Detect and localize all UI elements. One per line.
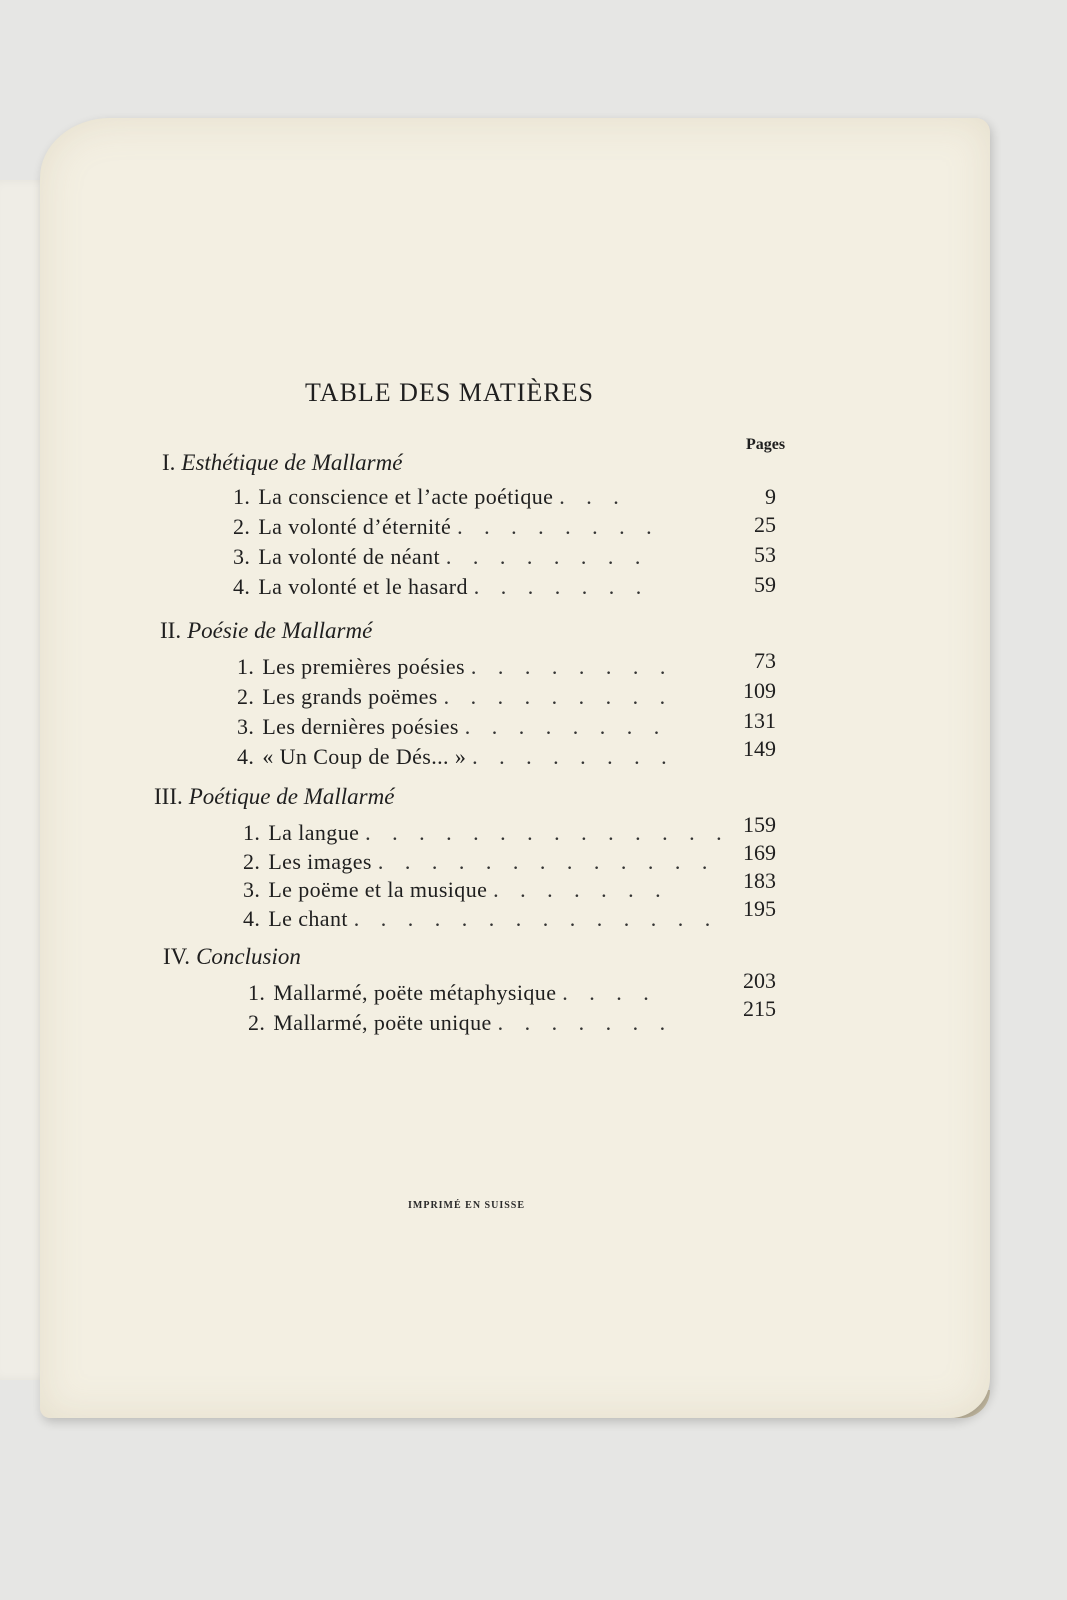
section-title: Poésie de Mallarmé	[187, 618, 373, 643]
entry-number: 4.	[237, 744, 255, 769]
entry-page-number: 109	[743, 678, 776, 703]
leader-dots: . . . . . . . . . . . . . .	[353, 906, 719, 931]
entry-number: 2.	[233, 514, 251, 539]
entry-page-number: 159	[743, 812, 776, 837]
toc-entry[interactable]	[243, 849, 715, 875]
entry-page-number: 25	[754, 512, 776, 537]
section-numeral: I.	[162, 450, 176, 475]
entry-title: Les dernières poésies	[262, 714, 459, 739]
leader-dots: . . . . . . . .	[457, 514, 660, 539]
toc-entry[interactable]	[243, 820, 730, 846]
section-heading-3	[154, 784, 394, 810]
entry-number: 4.	[243, 906, 261, 931]
toc-entry[interactable]	[243, 877, 669, 903]
entry-number: 2.	[237, 684, 255, 709]
toc-entry[interactable]	[233, 544, 648, 570]
section-numeral: IV.	[163, 944, 191, 969]
pages-column-label: Pages	[746, 436, 786, 453]
entry-page-number: 183	[743, 868, 776, 893]
entry-page-number: 149	[743, 736, 776, 761]
entry-title: Mallarmé, poëte unique	[273, 1010, 492, 1035]
entry-page-number: 73	[754, 648, 776, 673]
leader-dots: . . . . . . . . .	[443, 684, 674, 709]
toc-entry[interactable]	[233, 484, 627, 510]
entry-page-number: 53	[754, 542, 776, 567]
entry-number: 3.	[233, 544, 251, 569]
toc-entry[interactable]	[243, 906, 718, 932]
toc-entry[interactable]	[237, 684, 673, 710]
entry-title: Les grands poëmes	[262, 684, 438, 709]
toc-entry[interactable]	[233, 574, 649, 600]
entry-number: 4.	[233, 574, 251, 599]
entry-title: Mallarmé, poëte métaphysique	[273, 980, 557, 1005]
entry-number: 2.	[248, 1010, 266, 1035]
entry-page-number: 169	[743, 840, 776, 865]
leader-dots: . . . . . . . .	[470, 654, 674, 679]
toc-entry[interactable]	[237, 654, 673, 680]
entry-page-number: 215	[743, 996, 776, 1021]
entry-number: 2.	[243, 849, 261, 874]
section-title: Conclusion	[196, 944, 301, 969]
entry-title: La volonté d’éternité	[258, 514, 452, 539]
toc-entry[interactable]	[237, 744, 675, 770]
leader-dots: . . . . . . . .	[472, 744, 675, 769]
toc-entry[interactable]	[248, 980, 657, 1006]
toc-entry[interactable]	[248, 1010, 673, 1036]
leader-dots: . . . . . . . .	[464, 714, 668, 739]
entry-title: Le poëme et la musique	[268, 877, 488, 902]
printer-imprint: IMPRIMÉ EN SUISSE	[408, 1200, 526, 1211]
entry-number: 1.	[237, 654, 255, 679]
entry-page-number: 195	[743, 896, 776, 921]
section-title: Poétique de Mallarmé	[188, 784, 395, 809]
leader-dots: . . .	[559, 484, 627, 509]
entry-title: La volonté et le hasard	[258, 574, 468, 599]
entry-number: 1.	[243, 820, 261, 845]
entry-title: Le chant	[268, 906, 348, 931]
section-heading-4	[163, 944, 301, 970]
entry-number: 3.	[237, 714, 255, 739]
entry-page-number: 9	[765, 484, 776, 509]
entry-title: Les premières poésies	[262, 654, 465, 679]
leader-dots: . . . . . . . . . . . . .	[377, 849, 716, 874]
entry-number: 1.	[248, 980, 266, 1005]
entry-number: 1.	[233, 484, 251, 509]
entry-title: Les images	[268, 849, 372, 874]
section-title: Esthétique de Mallarmé	[181, 450, 403, 475]
page-title: TABLE DES MATIÈRES	[305, 378, 594, 407]
entry-page-number: 203	[743, 968, 776, 993]
entry-number: 3.	[243, 877, 261, 902]
leader-dots: . . . . . . .	[497, 1010, 674, 1035]
entry-title: La conscience et l’acte poétique	[258, 484, 554, 509]
leader-dots: . . . .	[562, 980, 657, 1005]
toc-entry[interactable]	[237, 714, 667, 740]
entry-page-number: 59	[754, 572, 776, 597]
section-heading-1	[162, 450, 402, 476]
leader-dots: . . . . . . . . . . . . . .	[365, 820, 730, 845]
leader-dots: . . . . . . .	[493, 877, 669, 902]
section-heading-2	[160, 618, 372, 644]
entry-page-number: 131	[743, 708, 776, 733]
toc-entry[interactable]	[233, 514, 660, 540]
leader-dots: . . . . . . .	[473, 574, 650, 599]
leader-dots: . . . . . . . .	[445, 544, 649, 569]
entry-title: « Un Coup de Dés... »	[262, 744, 467, 769]
section-numeral: III.	[154, 784, 183, 809]
section-numeral: II.	[160, 618, 182, 643]
entry-title: La langue	[268, 820, 360, 845]
entry-title: La volonté de néant	[258, 544, 441, 569]
